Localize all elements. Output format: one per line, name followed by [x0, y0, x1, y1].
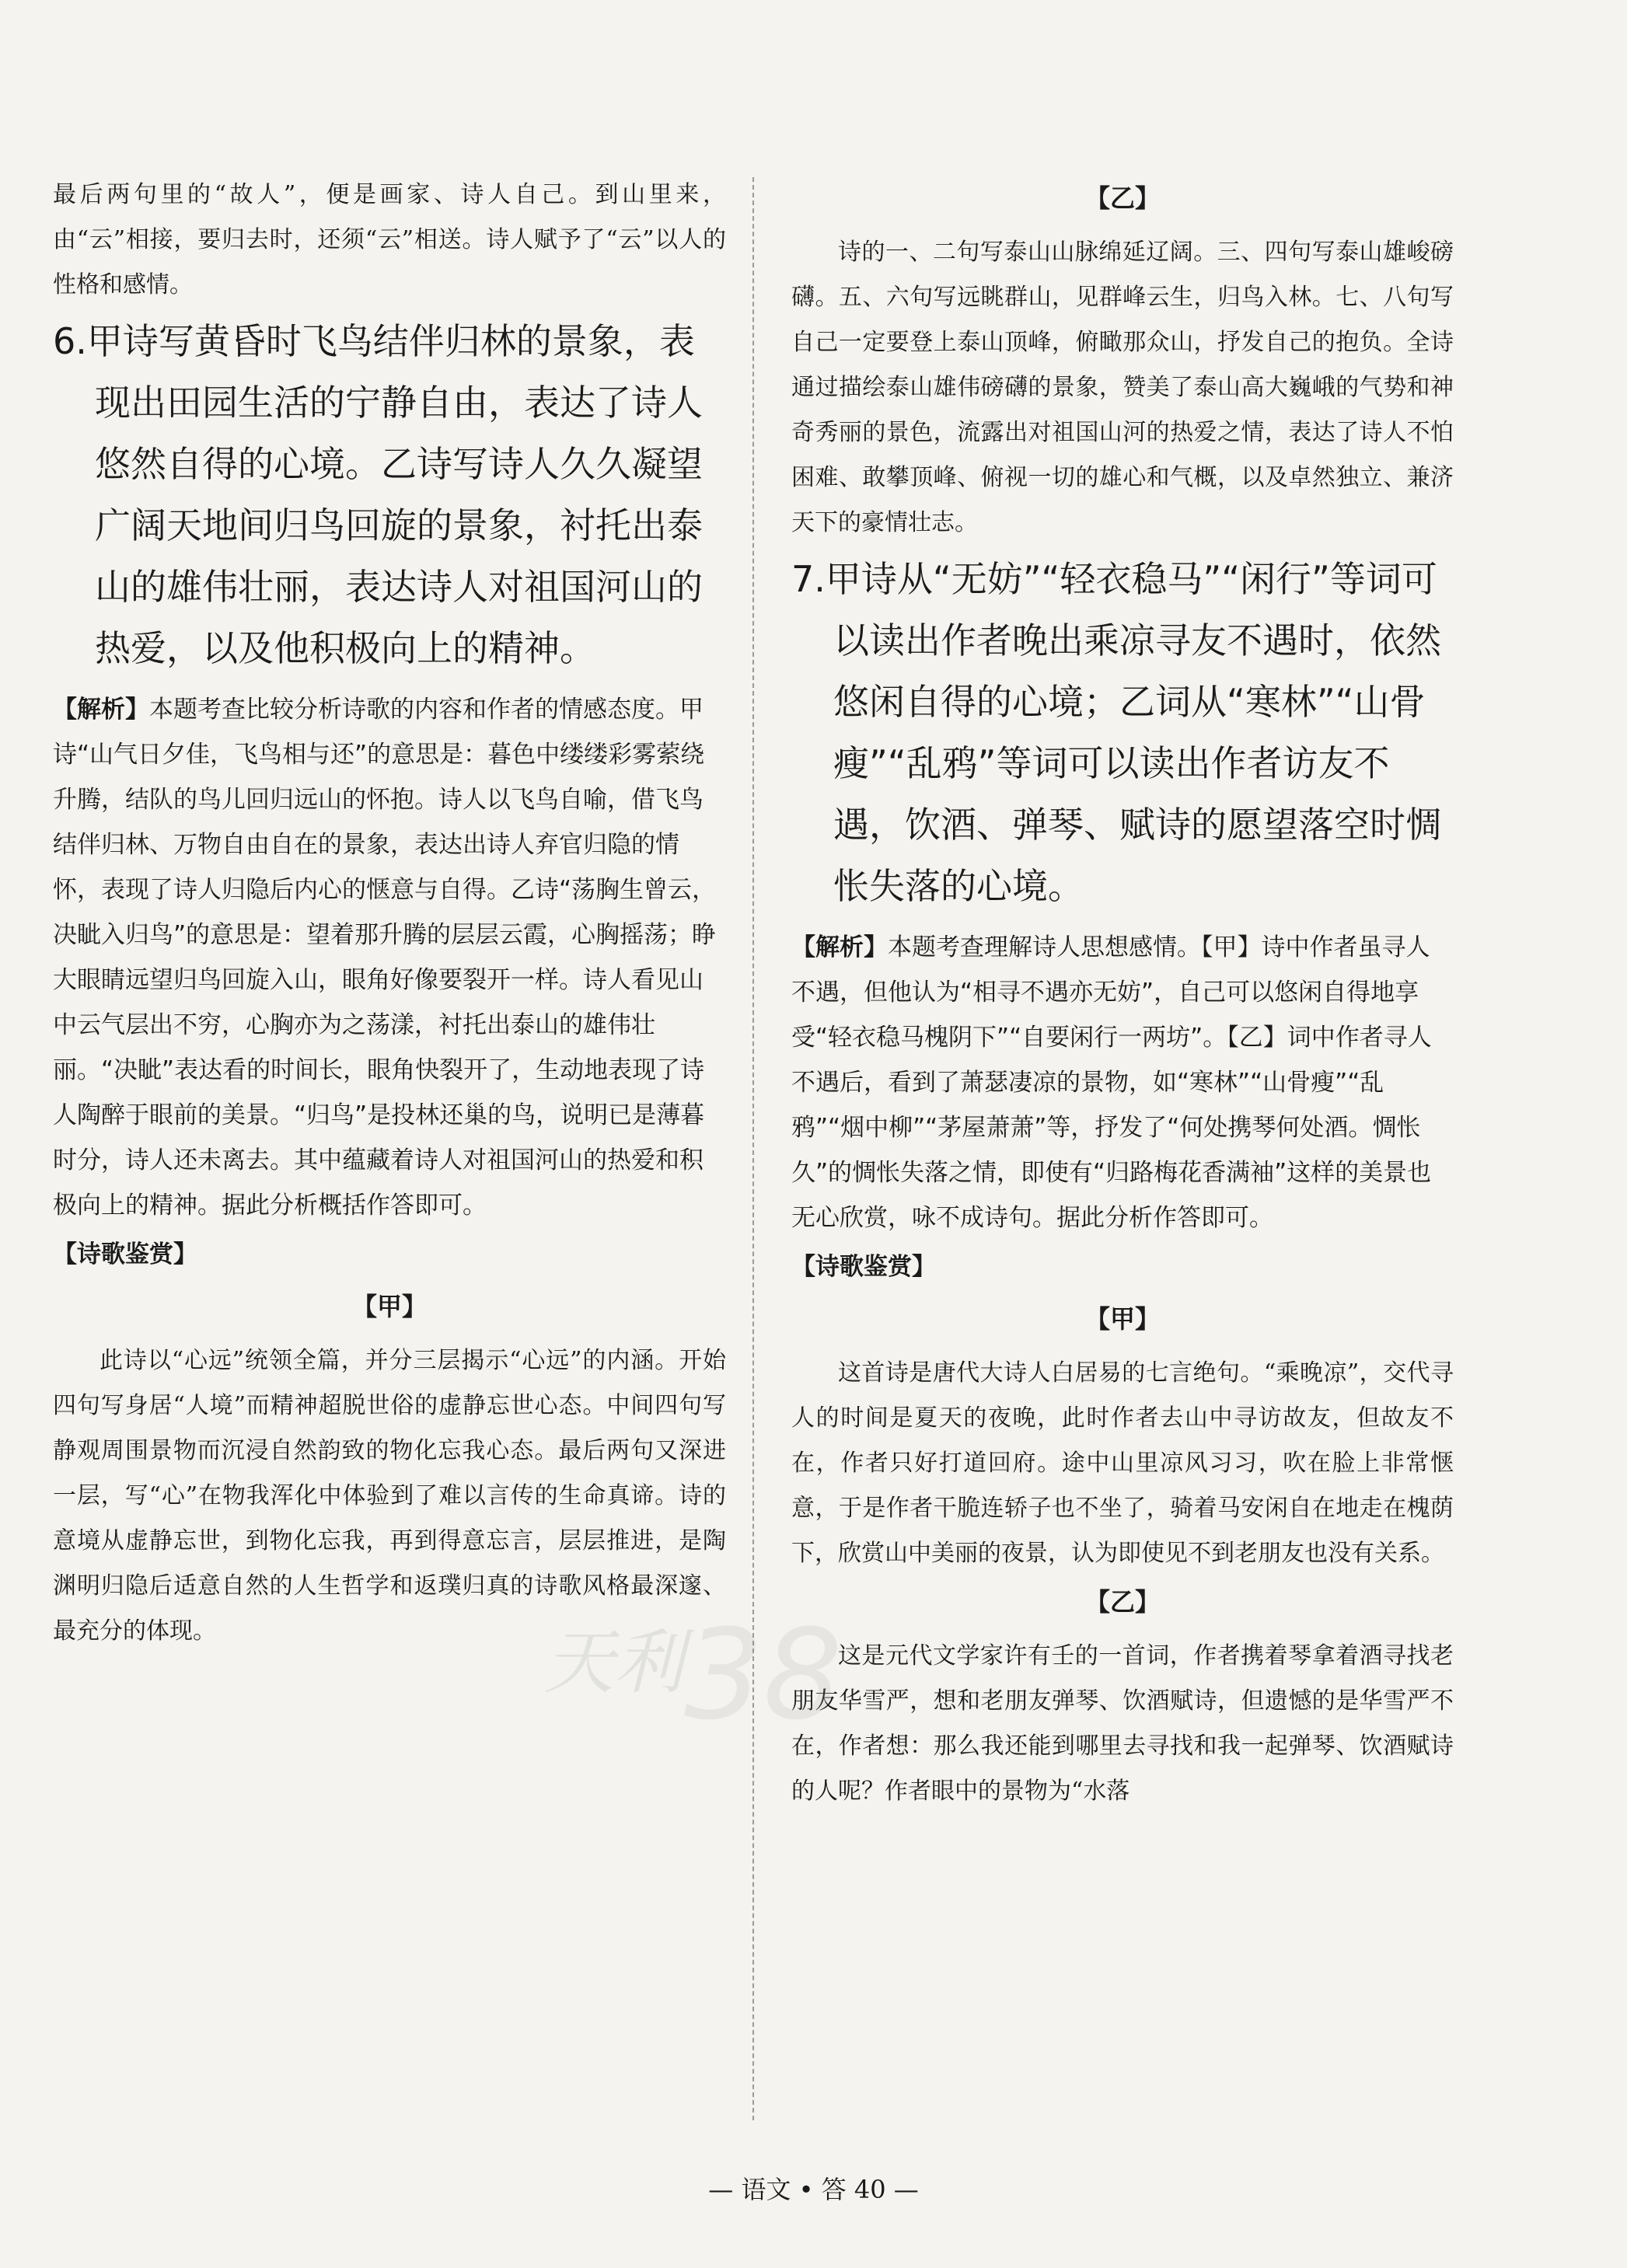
subheading-jia-right: 【甲】	[1084, 1304, 1160, 1334]
answer-7: 7.甲诗从“无妨”“轻衣稳马”“闲行”等词可以读出作者晚出乘凉寻友不遇时，依然悠闲自得的心境；乙词从“寒林”“山骨瘦”“乱鸦”等词可以读出作者访友不遇，饮酒、弹琴、赋诗的愿望落空时惆怅失落的心境。	[791, 558, 1441, 907]
subheading-yi-top: 【乙】	[1084, 183, 1160, 213]
right-column	[791, 173, 1454, 1814]
analysis-6-text: 本题考查比较分析诗歌的内容和作者的情感态度。甲诗“山气日夕佳，飞鸟相与还”的意思是：暮色中缕缕彩雾萦绕升腾，结队的鸟儿回归远山的怀抱。诗人以飞鸟自喻，借飞鸟结伴归林、万物自由自在的景象，表达出诗人弃官归隐的情怀，表现了诗人归隐后内心的惬意与自得。乙诗“荡胸生曾云，决眦入归鸟”的意思是：望着那升腾的层层云霞，心胸摇荡；睁大眼睛远望归鸟回旋入山，眼角好像要裂开一样。诗人看见山中云气层出不穷，心胸亦为之荡漾，衬托出泰山的雄伟壮丽。“决眦”表达看的时间长，眼角快裂开了，生动地表现了诗人陶醉于眼前的美景。“归鸟”是投林还巢的鸟，说明已是薄暮时分，诗人还未离去。其中蕴藏着诗人对祖国河山的热爱和积极向上的精神。据此分析概括作答即可。	[53, 696, 717, 1219]
jia-appreciation-left: 此诗以“心远”统领全篇，并分三层揭示“心远”的内涵。开始四句写身居“人境”而精神超脱世俗的虚静忘世心态。中间四句写静观周围景物而沉浸自然韵致的物化忘我心态。最后两句又深进一层，写“心”在物我浑化中体验到了难以言传的生命真谛。诗的意境从虚静忘世，到物化忘我，再到得意忘言，层层推进，是陶渊明归隐后适意自然的人生哲学和返璞归真的诗歌风格最深邃、最充分的体现。	[53, 1347, 726, 1645]
page-footer: — 语文 • 答 40 —	[708, 2175, 919, 2204]
yi-appreciation-bottom: 这是元代文学家许有壬的一首词，作者携着琴拿着酒寻找老朋友华雪严，想和老朋友弹琴、饮酒赋诗，但遗憾的是华雪严不在，作者想：那么我还能到哪里去寻找和我一起弹琴、饮酒赋诗的人呢？作者眼中的景物为“水落	[791, 1642, 1454, 1805]
subheading-jia-left: 【甲】	[351, 1292, 427, 1321]
analysis-6-tag: 【解析】	[53, 696, 149, 724]
intro-paragraph: 最后两句里的“故人”，便是画家、诗人自己。到山里来，由“云”相接，要归去时，还须“云”相送。诗人赋予了“云”以人的性格和感情。	[53, 181, 726, 298]
section-poetry-appreciation-left: 【诗歌鉴赏】	[53, 1240, 197, 1268]
svg-text:38: 38	[684, 1602, 843, 1741]
analysis-7	[791, 925, 1454, 1240]
subheading-yi-bottom: 【乙】	[1084, 1587, 1160, 1617]
left-column	[53, 173, 726, 1654]
jia-appreciation-right: 这首诗是唐代大诗人白居易的七言绝句。“乘晚凉”，交代寻人的时间是夏天的夜晚，此时作者去山中寻访故友，但故友不在，作者只好打道回府。途中山里凉风习习，吹在脸上非常惬意，于是作者干脆连轿子也不坐了，骑着马安闲自在地走在槐荫下，欣赏山中美丽的夜景，认为即使见不到老朋友也没有关系。	[791, 1359, 1454, 1567]
analysis-6	[53, 687, 726, 1228]
answer-6: 6.甲诗写黄昏时飞鸟结伴归林的景象，表现出田园生活的宁静自由，表达了诗人悠然自得的心境。乙诗写诗人久久凝望广阔天地间归鸟回旋的景象，衬托出泰山的雄伟壮丽，表达诗人对祖国河山的热爱，以及他积极向上的精神。	[53, 320, 703, 669]
analysis-7-text: 本题考查理解诗人思想感情。【甲】诗中作者虽寻人不遇，但他认为“相寻不遇亦无妨”，自己可以悠闲自得地享受“轻衣稳马槐阴下”“自要闲行一两坊”。【乙】词中作者寻人不遇后，看到了萧瑟凄凉的景物，如“寒林”“山骨瘦”“乱鸦”“烟中柳”“茅屋萧萧”等，抒发了“何处携琴何处酒。惆怅久”的惆怅失落之情，即使有“归路梅花香满袖”这样的美景也无心欣赏，咏不成诗句。据此分析作答即可。	[791, 933, 1432, 1232]
svg-text:天利: 天利	[544, 1622, 684, 1704]
analysis-7-tag: 【解析】	[791, 933, 888, 961]
column-divider	[752, 177, 754, 2120]
section-poetry-appreciation-right: 【诗歌鉴赏】	[791, 1253, 936, 1281]
yi-appreciation-top: 诗的一、二句写泰山山脉绵延辽阔。三、四句写泰山雄峻磅礴。五、六句写远眺群山，见群峰云生，归鸟入林。七、八句写自己一定要登上泰山顶峰，俯瞰那众山，抒发自己的抱负。全诗通过描绘泰山雄伟磅礴的景象，赞美了泰山高大巍峨的气势和神奇秀丽的景色，流露出对祖国山河的热爱之情，表达了诗人不怕困难、敢攀顶峰、俯视一切的雄心和气概，以及卓然独立、兼济天下的豪情壮志。	[791, 239, 1454, 536]
